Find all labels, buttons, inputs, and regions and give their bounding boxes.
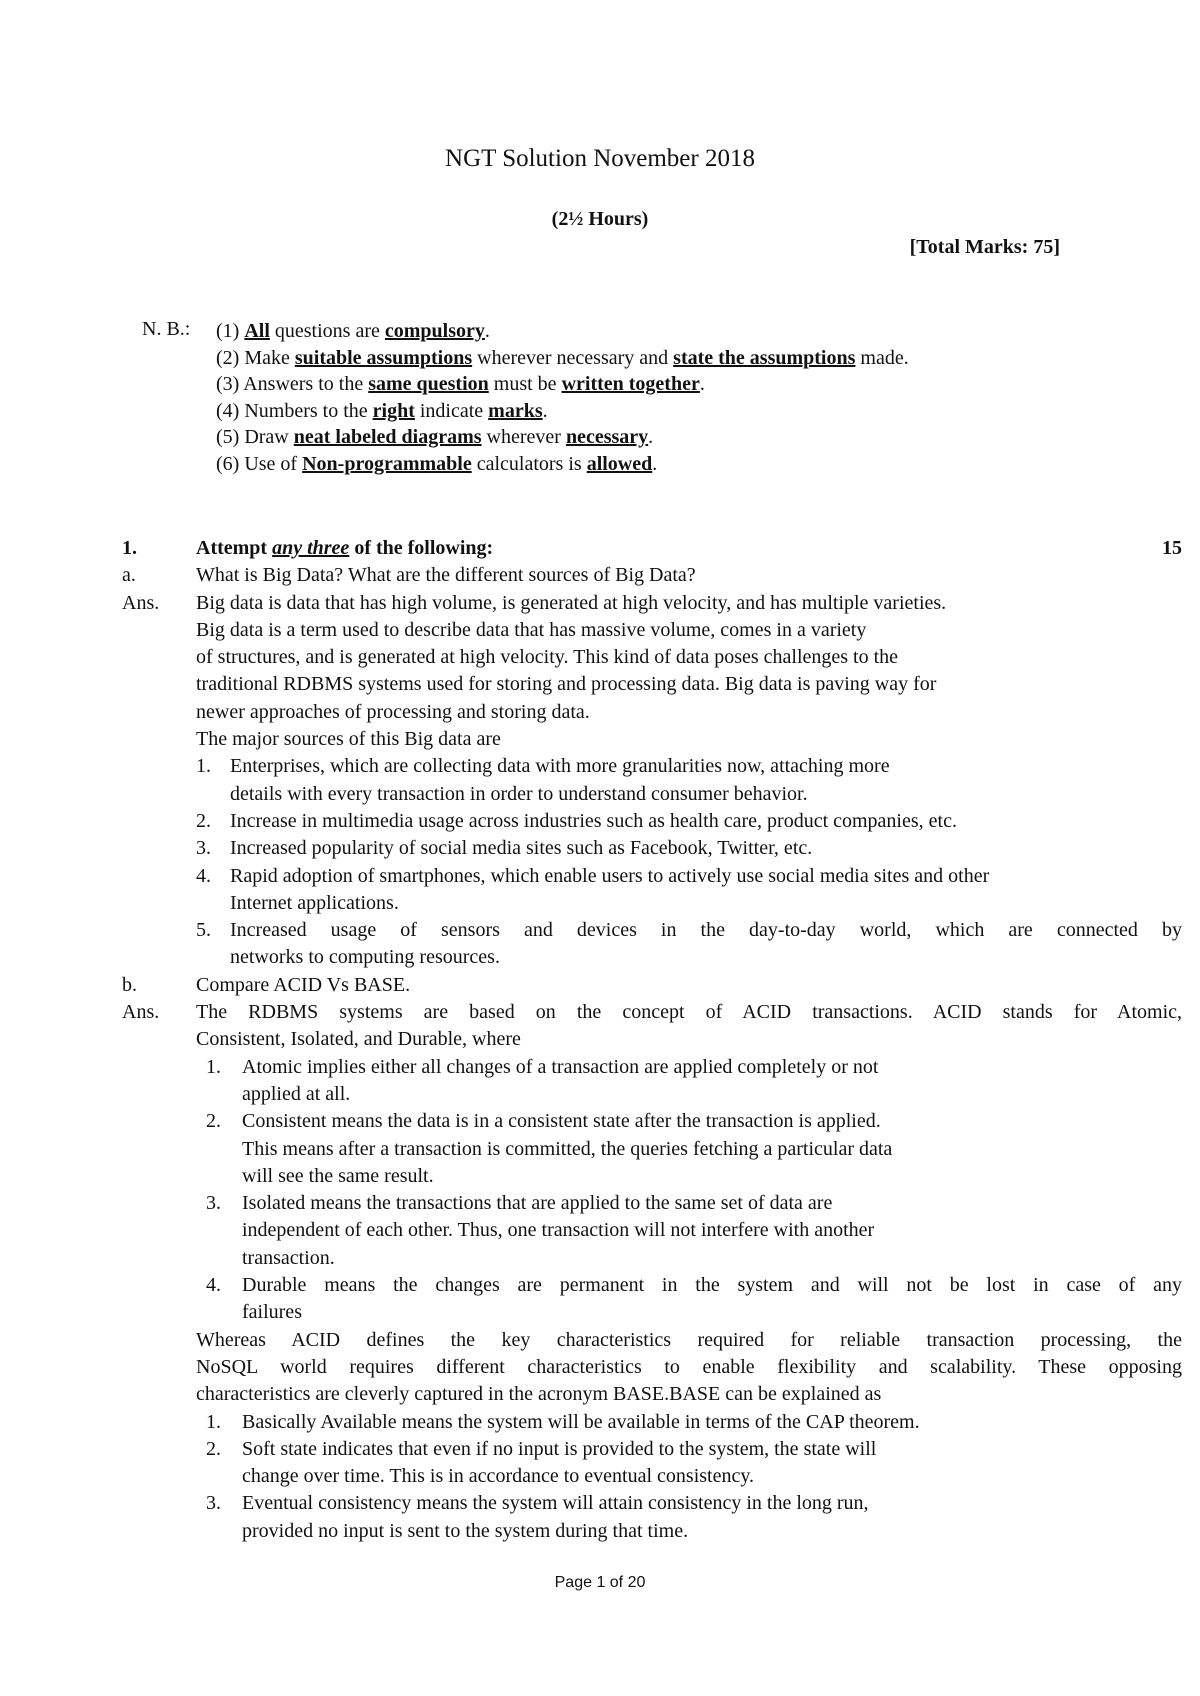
list-item-cont: Internet applications. xyxy=(230,891,399,914)
answer-line: characteristics are cleverly captured in the acronym BASE.BASE can be explained as xyxy=(196,1383,882,1406)
answer-line: NoSQL world requires different characteristics to enable flexibility and scalability. These opposing xyxy=(196,1355,1182,1378)
nb-item: (2) Make suitable assumptions wherever necessary and state the assumptions made. xyxy=(216,346,909,369)
subquestion-text: What is Big Data? What are the different sources of Big Data? xyxy=(196,564,696,587)
answer-line: Ans. The RDBMS systems are based on the concept of ACID transactions. ACID stands for Atomic, xyxy=(122,999,1182,1026)
list-item: 3. Increased popularity of social media sites such as Facebook, Twitter, etc. xyxy=(196,837,813,860)
answer-label: Ans. xyxy=(122,591,160,614)
acid-item-cont: will see the same result. xyxy=(242,1164,434,1187)
answer-line: The major sources of this Big data are xyxy=(196,728,501,751)
nb-item: (5) Draw neat labeled diagrams wherever necessary. xyxy=(216,426,654,448)
acid-item-cont: independent of each other. Thus, one transaction will not interfere with another xyxy=(242,1219,875,1242)
subquestion-text: Compare ACID Vs BASE. xyxy=(196,973,411,996)
list-item: 4. Rapid adoption of smartphones, which enable users to actively use social media sites and other xyxy=(196,864,990,887)
nb-item: (3) Answers to the same question must be written together. xyxy=(216,373,705,395)
base-item: 3. Eventual consistency means the system will attain consistency in the long run, xyxy=(206,1492,869,1515)
subquestion-a xyxy=(122,562,1182,589)
list-item-cont: networks to computing resources. xyxy=(230,946,500,969)
answer-line: traditional RDBMS systems used for storing and processing data. Big data is paving way for xyxy=(196,673,937,696)
question-number: 1. xyxy=(122,537,137,559)
nb-instructions xyxy=(216,318,909,477)
answer-label: Ans. xyxy=(122,1001,160,1024)
base-item: 2. Soft state indicates that even if no input is provided to the system, the state will xyxy=(206,1437,877,1460)
question-heading: 1. Attempt any three of the following: 15 xyxy=(122,535,1182,562)
document-body xyxy=(122,535,1182,1545)
acid-item: 3. Isolated means the transactions that are applied to the same set of data are xyxy=(206,1192,833,1215)
document-title: NGT Solution November 2018 xyxy=(445,145,755,172)
list-item: 2. Increase in multimedia usage across industries such as health care, product companies, etc. xyxy=(196,809,957,832)
list-item: 5. Increased usage of sensors and devices in the day-to-day world, which are connected by xyxy=(196,919,1182,942)
acid-item-cont: This means after a transaction is committed, the queries fetching a particular data xyxy=(242,1137,893,1160)
nb-item: (4) Numbers to the right indicate marks. xyxy=(216,399,548,422)
base-item-cont: provided no input is sent to the system during that time. xyxy=(242,1519,689,1542)
subquestion-b xyxy=(122,972,1182,999)
question-marks: 15 xyxy=(1162,537,1182,559)
answer-line: Consistent, Isolated, and Durable, where xyxy=(196,1028,521,1051)
base-item: 1. Basically Available means the system will be available in terms of the CAP theorem. xyxy=(206,1410,920,1433)
nb-item: (6) Use of Non-programmable calculators is allowed. xyxy=(216,452,658,475)
acid-item: 2. Consistent means the data is in a consistent state after the transaction is applied. xyxy=(206,1110,881,1133)
acid-item-cont: applied at all. xyxy=(242,1082,351,1105)
acid-item-cont: failures xyxy=(242,1301,302,1324)
exam-duration: (2½ Hours) xyxy=(551,208,649,230)
answer-line: newer approaches of processing and storing data. xyxy=(196,700,590,723)
subquestion-label: b. xyxy=(122,973,137,996)
subquestion-label: a. xyxy=(122,564,136,587)
acid-item-cont: transaction. xyxy=(242,1246,335,1269)
nb-label: N. B.: xyxy=(142,318,191,340)
answer-line: Ans. Big data is data that has high volume, is generated at high velocity, and has multiple varieties. xyxy=(122,590,1182,617)
list-item: 1. Enterprises, which are collecting data with more granularities now, attaching more xyxy=(196,755,890,778)
answer-line: Whereas ACID defines the key characteristics required for reliable transaction processing, the xyxy=(196,1328,1182,1351)
answer-line: Big data is a term used to describe data that has massive volume, comes in a variety xyxy=(196,618,867,641)
base-item-cont: change over time. This is in accordance to eventual consistency. xyxy=(242,1465,755,1488)
total-marks: [Total Marks: 75] xyxy=(909,236,1060,258)
page-number: Page 1 of 20 xyxy=(554,1574,646,1591)
nb-item: (1) All questions are compulsory. xyxy=(216,320,490,342)
acid-item: 1. Atomic implies either all changes of a transaction are applied completely or not xyxy=(206,1055,879,1078)
acid-item: 4. Durable means the changes are permanent in the system and will not be lost in case of any xyxy=(206,1274,1182,1297)
list-item-cont: details with every transaction in order to understand consumer behavior. xyxy=(230,782,808,805)
answer-line: of structures, and is generated at high velocity. This kind of data poses challenges to the xyxy=(196,646,899,669)
